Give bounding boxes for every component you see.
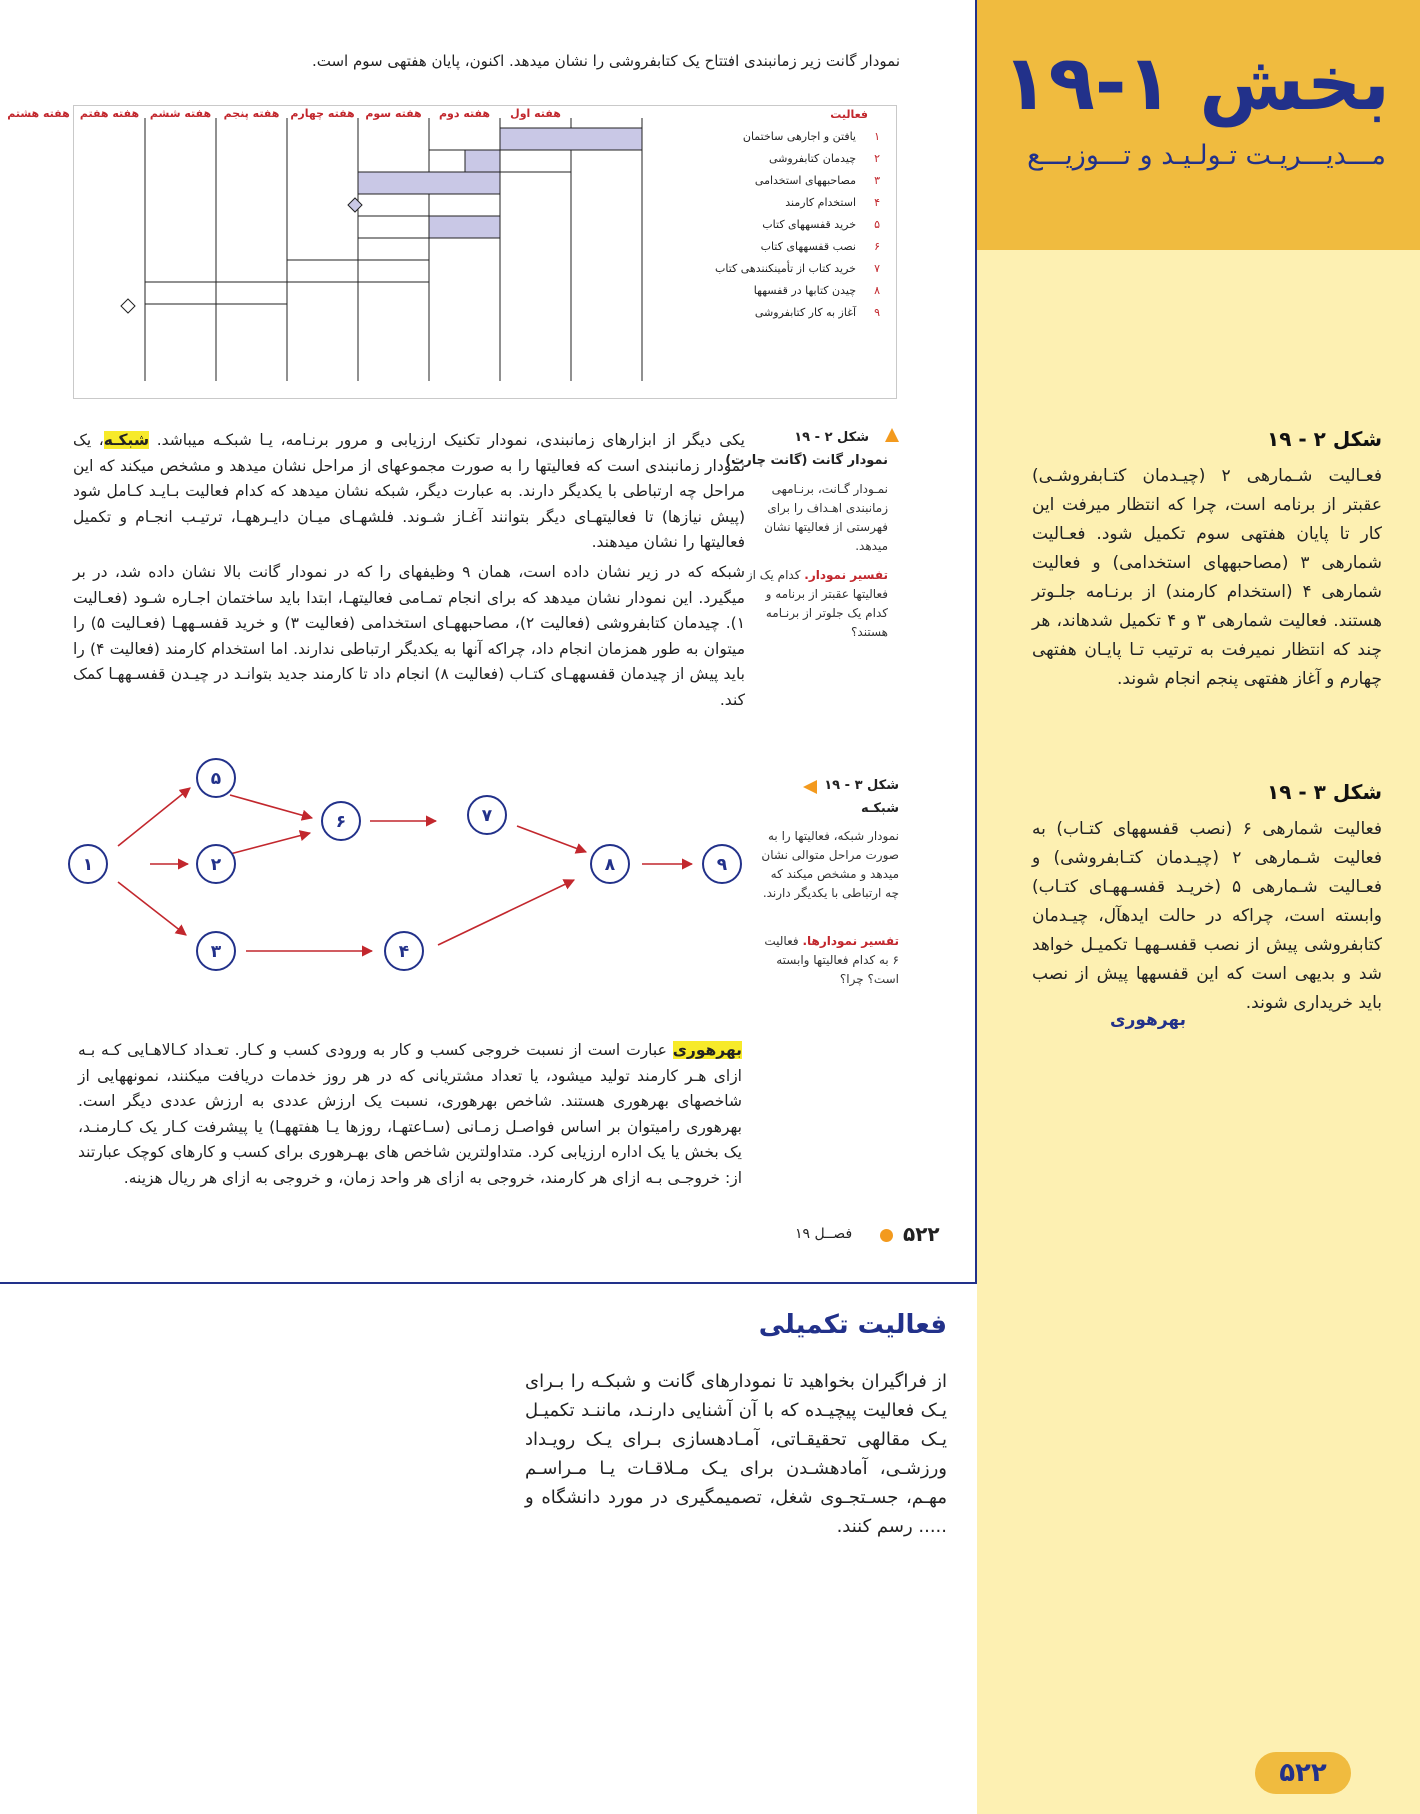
network-diagram [60, 740, 760, 980]
fig3-caption-body: نمودار شبکه، فعالیتها را به صورت مراحل متوالی نشان میدهد و مشخص میکند که چه ارتباطی با یکدیگر دارند. [761, 829, 899, 900]
gantt-milestone-4 [348, 198, 362, 212]
page-border-vertical [975, 0, 977, 1284]
network-node-label: ۱ [82, 855, 94, 875]
footer-dot-icon [880, 1229, 893, 1242]
gantt-bar-2-progress [465, 150, 500, 172]
fig3-caption-title: شکل ۳ - ۱۹ [824, 778, 899, 793]
side-note-body-fig3: فعالیت شمارهی ۶ (نصب قفسههای کتـاب) به فعالیت شـمارهی ۲ (چیـدمان کتـابفروشی) و فعـالیت شـمارهی ۵ (خریـد قفسـههـای کتـاب) وابسته است، چراکه در حالت ایدهآل، چیـدمان کتابفروشی پیش از نصب قفسـههـا تکمیـل خواهد شد و بدیهی است که این قفسهها پیش از نصب باید خریداری شوند. [1032, 819, 1382, 1013]
gantt-row-label: خرید قفسههای کتاب [762, 218, 856, 231]
sidebar-panel [977, 0, 1420, 1814]
network-arrow-7-8 [517, 826, 586, 852]
activity-heading: فعالیت تکمیلی [758, 1310, 947, 1340]
gantt-week-label: هفته هشتم [7, 107, 70, 120]
chapter-header [977, 0, 1420, 250]
fig2-caption-body: نمـودار گـانت، برنـامهی زمانبندی اهـداف را برای فهرستی از فعالیتها نشان میدهد. [764, 482, 888, 553]
network-arrow-2-6 [230, 833, 310, 854]
gantt-week-label: هفته هفتم [79, 107, 140, 120]
fig3-question-label: تفسیر نمودارها. [802, 934, 899, 948]
gantt-row-label: چیدمان کتابفروشی [768, 152, 856, 165]
fig3-question-text: فعالیت ۶ به کدام فعالیتها وابسته است؟ چرا؟ [764, 934, 899, 986]
footer-chapter-label: فصــل ۱۹ [795, 1226, 853, 1242]
network-node-label: ۵ [210, 769, 222, 789]
gantt-milestone-9 [121, 299, 135, 313]
gantt-row-label: نصب قفسههای کتاب [760, 240, 856, 253]
network-p1-after: ، یک نمودار زمانبندی است که فعالیتها را به صورت مجموعهای از مراحل نشان میدهد و مشخص میکند که این مراحل چه ارتباطی با یکدیگر دارند. به عبارت دیگر، شبکه نشان میدهد که کدام فعالیت بـایـد کـامل شود (پیش نیازها) تا فعالیتهـای دیگر بتوانند آغـاز شـوند. فلشهـای میـان دایـرههـا، ترتیـب انجـام و تکمیل فعالیتها را نشان میدهند. [73, 431, 745, 551]
network-node-label: ۷ [481, 806, 493, 826]
side-note-title-fig3: شکل ۳ - ۱۹ [1267, 780, 1382, 804]
network-node-label: ۴ [398, 942, 410, 962]
caption-triangle-icon [803, 780, 817, 794]
fig3-caption-subtitle: شبکـه [861, 801, 899, 816]
network-p1-before: یکی دیگر از ابزارهای زمانبندی، نمودار تکنیک ارزیابی و مرور برنـامه، یـا شبکـه میباشد. [156, 431, 745, 449]
network-keyword-highlight: شبکـه [103, 431, 150, 449]
gantt-activity-header: فعالیت [830, 108, 868, 121]
footer-page-number: ۵۲۲ [903, 1222, 940, 1246]
network-arrow-5-6 [230, 795, 312, 818]
caption-triangle-icon [885, 428, 899, 442]
side-note-body-fig2: فعـالیت شـمارهی ۲ (چیـدمان کتـابفروشـی) عقبتر از برنامه است، چرا که انتظار میرفت این کار تا پایان هفتهی سوم تکمیل شود. فعـالیت شمارهی ۳ (مصاحبههای استخدامی) و فعالیت شمارهی ۴ (استخدام کارمند) از برنـامه جلـوتر هستند. فعالیت شمارهی ۳ و ۴ تکمیل شدهاند، هر چند که انتظار نمیرفت به ترتیب تـا پایـان هفتهی چهارم و آغاز هفتهی پنجم انجام شوند. [1032, 466, 1383, 689]
gantt-row-num: ۲ [874, 152, 880, 165]
gantt-row-num: ۵ [874, 218, 880, 231]
network-paragraph-1 [73, 428, 745, 556]
network-paragraph-2: شبکه که در زیر نشان داده است، همان ۹ وظیفهای را که در نمودار گانت بالا نشان داده شد، در بر میگیرد. این نمودار نشان میدهد که برای انجام تمـامی فعالیتهـا، ابتدا باید ساختمان اجـاره شـود (فعـالیت ۱). چیدمان کتابفروشی (فعالیت ۲)، مصاحبههـای استخدامی (فعالیت ۳) و خرید قفسـههـا (فعـالیت ۵) را میتوان به طور همزمان انجام داد، چراکه آنها به یکدیگر ارتباطی ندارند. اما استخدام کارمند (فعالیت ۴) را باید پیش از چیدمان قفسههـای کتـاب (فعالیت ۸) انجام داد تا کارمند جدید بتوانـد در چیـدن قفسـههـا کمک کند. [73, 563, 746, 709]
gantt-row-num: ۴ [874, 196, 880, 209]
chapter-subtitle: مـــدیـــریـت تـولـیـد و تـــوزیـــع [1027, 140, 1386, 171]
gantt-row-num: ۱ [874, 130, 880, 143]
productivity-text: عبارت است از نسبت خروجی کسب و کار به ورودی کسب و کـار. تعـداد کـالاهـایی کـه بـه ازای هـر کارمند تولید میشود، یا تعداد مشتریانی که در هر روز خدمات دریافت میکنند، نمونههایی از شاخصهای بهرهوری هستند. شاخص بهرهوری، نسبت یک ارزش عددی به ارزش عددی دیگر است. بهرهوری رامیتوان بر اساس فواصـل زمـانی (سـاعتهـا، روزها یـا هفتههـا) یا پیشرفت کـار یک کـارمنـد، یک بخش یا یک اداره ارزیابی کرد. متداولترین شاخص های بهـرهوری برای کسب و کارهای کوچک عبارتند از: خروجـی بـه ازای هر کارمند، خروجی به ازای هر واحد زمان، و خروجی به ازای هر ریال هزینه. [78, 1041, 742, 1187]
productivity-keyword-highlight: بهرهوری [672, 1041, 742, 1059]
gantt-week-label: هفته ششم [149, 107, 212, 120]
gantt-week-label: هفته سوم [365, 107, 422, 120]
network-node-label: ۸ [604, 855, 616, 875]
activity-body: از فراگیران بخواهید تا نمودارهای گانت و شبکـه را بـرای یـک فعالیت پیچیـده که با آن آشنایی دارنـد، ماننـد تکمیـل یـک مقالهی تحقیقـاتی، آمـادهسازی بـرای یـک رویـداد ورزشـی، آمادهشـدن برای یـک مـلاقـات یـا مـراسـم مهـم، جسـتجـوی شغل، تصمیمگیری در مورد دانشگاه و ..... رسم کنند. [525, 1371, 947, 1537]
network-node-label: ۲ [210, 855, 222, 875]
gantt-row-num: ۸ [874, 284, 880, 297]
gantt-row-num: ۹ [874, 306, 880, 319]
fig2-caption-question [746, 566, 888, 642]
network-arrow-1-3 [118, 882, 186, 935]
gantt-week-label: هفته اول [510, 107, 561, 120]
fig2-question-text: کدام یک از فعالیتها عقبتر از برنامه و کدام یک جلوتر از برنـامه هستند؟ [746, 568, 888, 639]
gantt-row-label: استخدام کارمند [785, 196, 856, 209]
fig2-caption-subtitle: نمودار گانت (گانت چارت) [725, 453, 888, 468]
gantt-bar-3 [358, 172, 500, 194]
fig2-question-label: تفسیر نمودار. [804, 568, 888, 582]
gantt-row-label: خرید کتاب از تأمینکنندهی کتاب [715, 262, 856, 275]
network-arrow-4-8 [438, 880, 574, 945]
gantt-row-num: ۷ [874, 262, 880, 275]
gantt-row-label: مصاحبههای استخدامی [754, 174, 856, 187]
gantt-row-label: چیدن کتابها در قفسهها [753, 284, 856, 297]
gantt-chart [7, 105, 897, 399]
gantt-row-label: یافتن و اجارهی ساختمان [742, 130, 856, 143]
gantt-row-num: ۶ [874, 240, 880, 253]
gantt-bar-5-progress [429, 216, 500, 238]
side-note-title-fig2: شکل ۲ - ۱۹ [1267, 427, 1382, 451]
page-border-horizontal [0, 1282, 977, 1284]
network-node-label: ۳ [210, 942, 222, 962]
gantt-week-label: هفته دوم [438, 107, 491, 120]
network-node-label: ۶ [335, 812, 347, 832]
fig2-caption-title: شکل ۲ - ۱۹ [794, 430, 869, 445]
productivity-heading: بهرهوری [1110, 1010, 1186, 1030]
gantt-row-label: آغاز به کار کتابفروشی [754, 306, 856, 319]
network-node-label: ۹ [716, 855, 728, 875]
gantt-grid [74, 106, 898, 400]
network-arrow-1-5 [118, 788, 190, 846]
gantt-intro-text: نمودار گانت زیر زمانبندی افتتاح یک کتابفروشی را نشان میدهد. اکنون، پایان هفتهی سوم است. [311, 52, 900, 70]
gantt-bar-6 [358, 238, 429, 260]
gantt-week-label: هفته چهارم [290, 107, 355, 120]
page-number-badge: ۵۲۲ [1255, 1752, 1351, 1794]
gantt-row-num: ۳ [874, 174, 880, 187]
chapter-title: بخش ۱-۱۹ [1002, 38, 1390, 127]
productivity-paragraph [78, 1038, 742, 1191]
gantt-week-label: هفته پنجم [223, 107, 280, 120]
gantt-bar-1 [500, 128, 642, 150]
fig3-caption-question [757, 932, 899, 989]
